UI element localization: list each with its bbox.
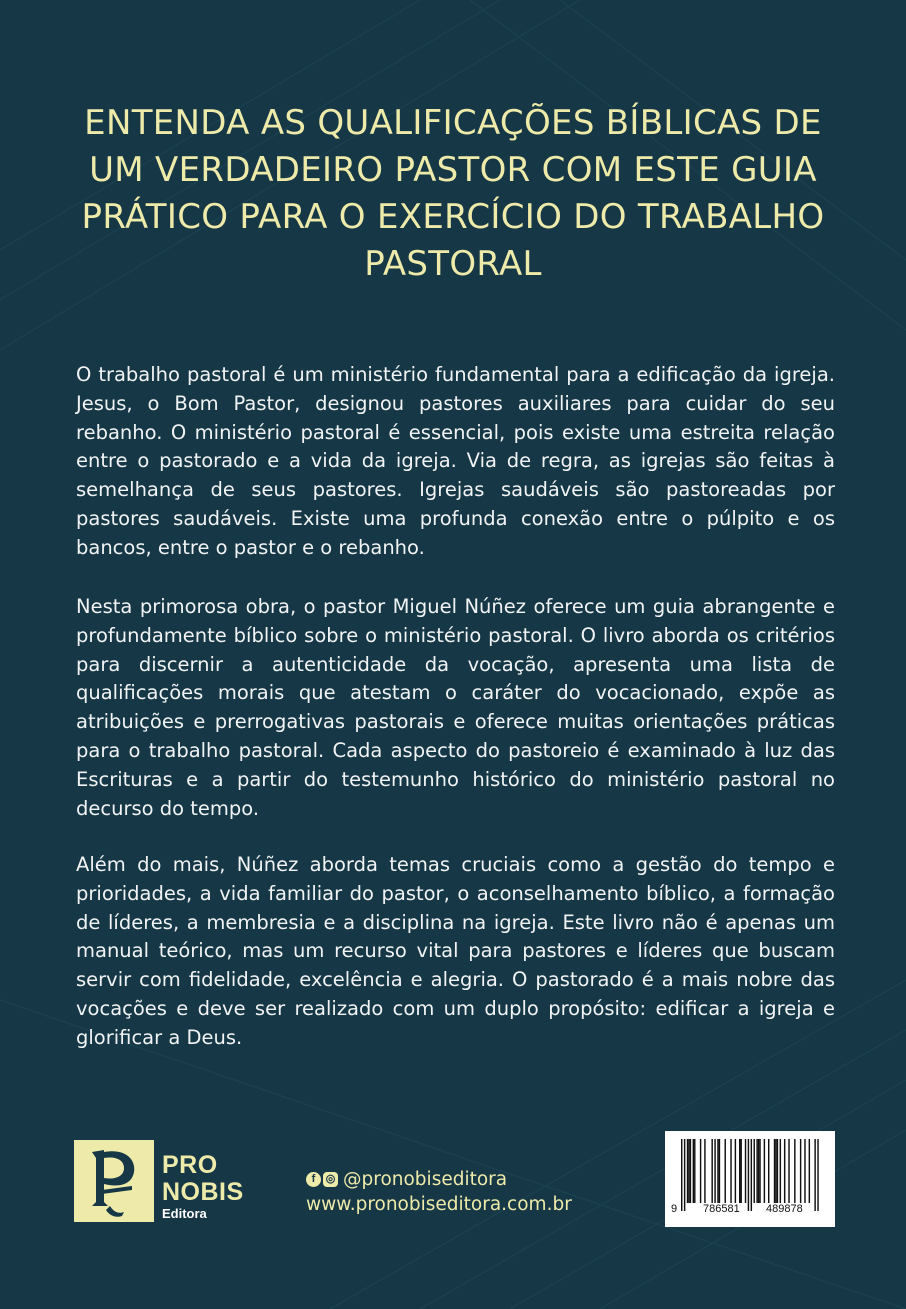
paragraph-text: Além do mais, Núñez aborda temas cruciais como a gestão do tempo e prioridades, a vida familiar do pastor, o aconselhamento bíblico, a formação de líderes, a membresia e a disciplina na igreja. Este livro não é apenas um manual teórico, mas um recurso vital para pastores e líderes que buscam servir com fidelidade, excelência e alegria. O pastorado é a mais nobre das vocações e deve ser realizado com um duplo propósito: edificar a igreja e glorificar a Deus. [76,853,835,1049]
barcode-bar [748,1139,749,1211]
instagram-icon: ◎ [323,1172,338,1187]
barcode-bar [764,1139,765,1203]
publisher-name-line2: NOBIS [162,1178,244,1206]
barcode-bar [774,1139,775,1203]
barcode-bar [735,1139,736,1203]
barcode-bar [768,1139,769,1203]
barcode-bar [717,1139,718,1203]
publisher-name-line1: PRO [162,1151,218,1179]
barcode-bar [690,1139,691,1203]
barcode-digits [665,1203,835,1217]
website-link: www.pronobiseditora.com.br [306,1194,572,1215]
barcode-bar [688,1139,689,1203]
barcode-bar [809,1139,810,1203]
barcode-bar [730,1139,731,1203]
paragraph-text: O trabalho pastoral é um ministério fundamental para a edificação da igreja. Jesus, o Bom Pastor, designou pastores auxiliares para cuidar do seu rebanho. O ministério pastoral é essencial, pois existe uma estreita relação entre o pastorado e a vida da igreja. Via de regra, as igrejas são feitas à semelhança de seus pastores. Igrejas saudáveis são pastoreadas por pastores saudáveis. Existe uma profunda conexão entre o púlpito e os bancos, entre o pastor e o rebanho. [76,363,835,559]
barcode-bar [684,1139,685,1211]
paragraph-text: Nesta primorosa obra, o pastor Miguel Núñez oferece um guia abrangente e profundamente bíblico sobre o ministério pastoral. O livro aborda os critérios para discernir a autenticidade da vocação, apresenta uma lista de qualificações morais que atestam o caráter do vocacionado, expõe as atribuições e prerrogativas pastorais e oferece muitas orientações práticas para o trabalho pastoral. Cada aspecto do pastoreio é examinado à luz das Escrituras e a partir do testemunho histórico do ministério pastoral no decurso do tempo. [76,595,835,820]
barcode-bar [711,1139,712,1203]
barcode-bar [693,1139,694,1203]
description-paragraph-2 [76,593,835,823]
barcode-bar [739,1139,740,1203]
barcode-bar [714,1139,715,1203]
barcode-bar [759,1139,760,1203]
barcode-bar [758,1139,759,1203]
barcode-bar [754,1139,755,1203]
barcode-bar [814,1139,815,1211]
barcode-bar [777,1139,778,1203]
contact-block [306,1167,572,1217]
back-cover-headline: ENTENDA AS QUALIFICAÇÕES BÍBLICAS DE UM VERDADEIRO PASTOR COM ESTE GUIA PRÁTICO PARA O EXERCÍCIO DO TRABALHO PASTORAL [81,103,825,284]
barcode-bar [751,1139,752,1211]
description-paragraph-1 [76,361,835,563]
barcode-bar [719,1139,720,1203]
description-paragraph-3 [76,851,835,1053]
barcode-bar [780,1139,781,1203]
barcode-bar [681,1139,682,1211]
social-row [306,1167,572,1192]
barcode-bar [704,1139,705,1203]
barcode-digits-right: 489878 [766,1203,803,1215]
barcode-bar [817,1139,818,1211]
barcode-bar [725,1139,726,1203]
social-handle: @pronobiseditora [343,1169,508,1190]
barcode-bar [694,1139,695,1203]
barcode-bar [700,1139,701,1203]
barcode-bar [784,1139,785,1203]
barcode-bar [745,1139,746,1203]
barcode-bar [788,1139,789,1203]
barcode-bar [740,1139,741,1203]
barcode-bar [794,1139,795,1203]
barcode-bar [687,1139,688,1203]
publisher-name-line3: Editora [162,1206,207,1221]
barcode-digit-first: 9 [671,1203,678,1215]
pro-nobis-p-logo-icon [74,1140,154,1222]
barcode-bar [775,1139,776,1203]
isbn-barcode [665,1131,835,1227]
facebook-icon: f [306,1172,321,1187]
publisher-brand [162,1152,244,1222]
website-row [306,1192,572,1217]
barcode-bar [800,1139,801,1203]
barcode-digits-left: 786581 [703,1203,740,1215]
barcode-bar [756,1139,757,1203]
barcode-bar [804,1139,805,1203]
